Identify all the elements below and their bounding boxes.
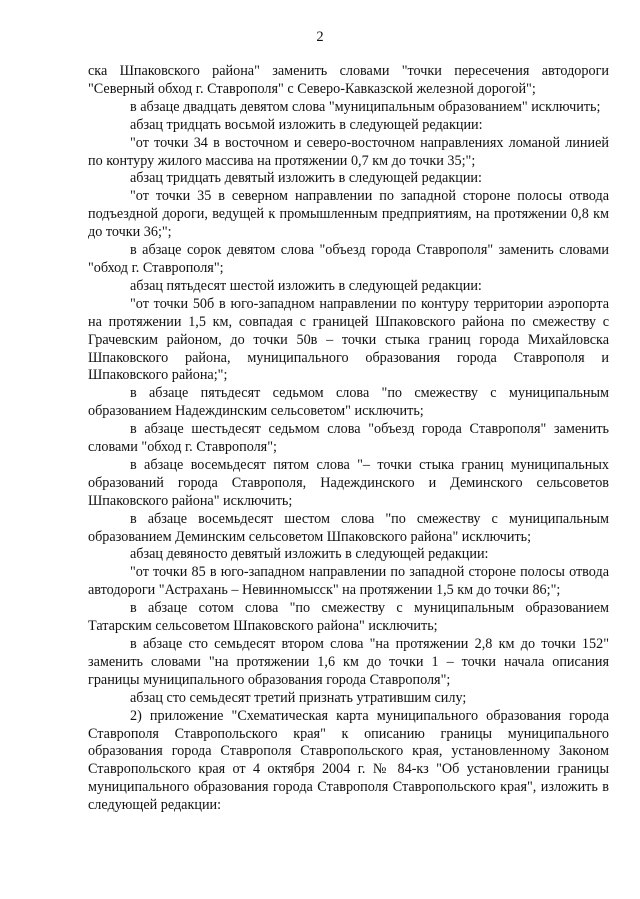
paragraph: "от точки 85 в юго-западном направлении по западной стороне полосы отвода автодороги "Астрахань – Невинномысск" на протяжении 1,5 км до точки 86;"; (88, 564, 609, 599)
paragraph: в абзаце двадцать девятом слова "муниципальным образованием" исключить; (130, 98, 601, 115)
paragraph: абзац тридцать восьмой изложить в следующей редакции: (130, 116, 483, 133)
paragraph: в абзаце пятьдесят седьмом слова "по смежеству с муниципальным образованием Надеждинским сельсоветом" исключить; (88, 385, 609, 420)
paragraph: абзац сто семьдесят третий признать утратившим силу; (130, 689, 467, 706)
paragraph: в абзаце сорок девятом слова "объезд города Ставрополя" заменить словами "обход г. Ставрополя"; (88, 242, 609, 276)
paragraph: в абзаце сотом слова "по смежеству с муниципальным образованием Татарским сельсоветом Шпаковского района" исключить; (88, 600, 609, 635)
paragraph: "от точки 35 в северном направлении по западной стороне полосы отвода подъездной дороги, ведущей к промышленным предприятиям, на протяжении 0,8 км до точки 36;"; (88, 188, 609, 241)
paragraph: абзац девяносто девятый изложить в следующей редакции: (130, 546, 489, 563)
page-number: 2 (316, 29, 324, 45)
paragraph: абзац тридцать девятый изложить в следующей редакции: (130, 170, 482, 187)
paragraph: в абзаце восемьдесят пятом слова "– точки стыка границ муниципальных образований города Ставрополя, Надеждинского и Деминского сельсоветов Шпаковского района" исключить; (88, 456, 609, 509)
paragraph: в абзаце восемьдесят шестом слова "по смежеству с муниципальным образованием Деминским сельсоветом Шпаковского района" исключить; (88, 510, 609, 545)
paragraph: в абзаце шестьдесят седьмом слова "объезд города Ставрополя" заменить словами "обход г. Ставрополя"; (88, 421, 609, 456)
document-body (88, 63, 609, 815)
paragraph: ска Шпаковского района" заменить словами "точки пересечения автодороги "Северный обход г. Ставрополя" с Северо-Кавказской железной дорогой"; (88, 63, 609, 97)
paragraph: "от точки 50б в юго-западном направлении по контуру территории аэропорта на протяжении 1,5 км, совпадая с границей Шпаковского района по смежеству с Грачевским районом, до точки 50в – точки стыка границ города Михайловска Шпаковского района, муниципального образования города Ставрополя и Шпаковского района;"; (88, 295, 609, 384)
paragraph: "от точки 34 в восточном и северо-восточном направлениях ломаной линией по контуру жилого массива на протяжении 0,7 км до точки 35;"; (88, 134, 609, 169)
paragraph: 2) приложение "Схематическая карта муниципального образования города Ставрополя Ставропольского края" к описанию границы муниципального образования города Ставрополя Ставропольского края, установленному Законом Ставропольского края от 4 октября 2004 г. № 84-кз "Об установлении границы муниципального образования города Ставрополя Ставропольского края", изложить в следующей редакции: (88, 707, 609, 814)
paragraph: в абзаце сто семьдесят втором слова "на протяжении 2,8 км до точки 152" заменить словами "на протяжении 1,6 км до точки 1 – точки начала описания границы муниципального образования города Ставрополя"; (88, 636, 609, 688)
paragraph: абзац пятьдесят шестой изложить в следующей редакции: (130, 277, 482, 294)
